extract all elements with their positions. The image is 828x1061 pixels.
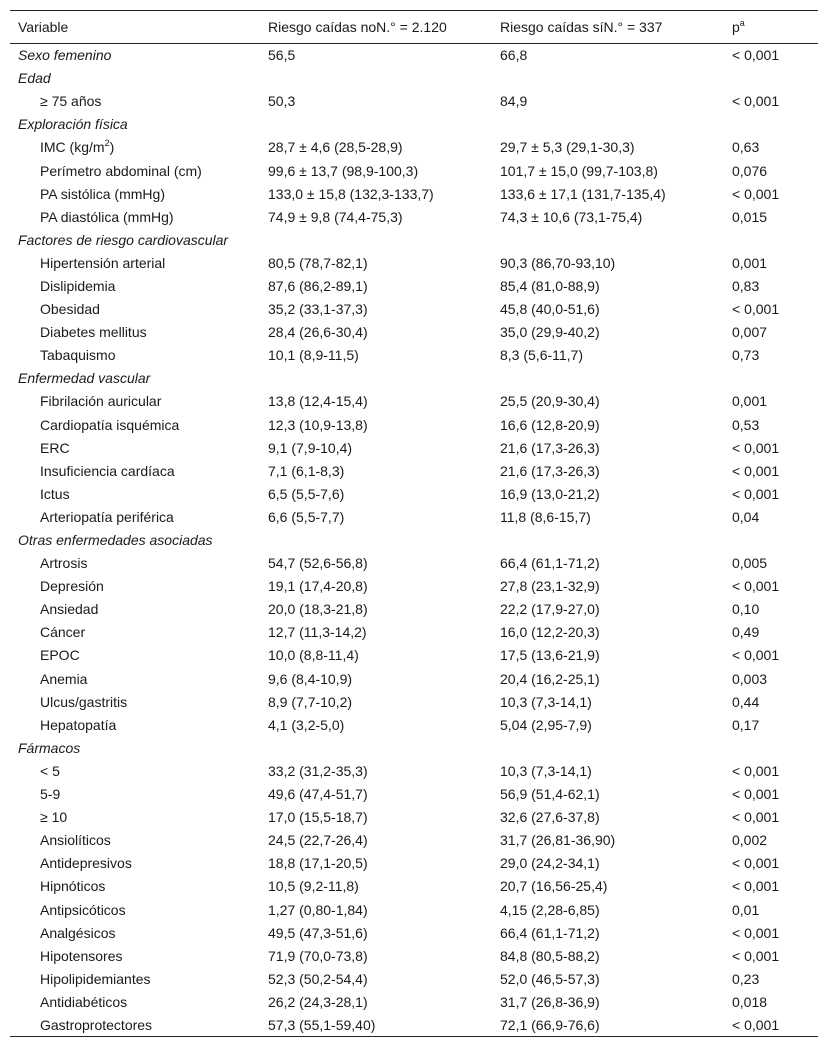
variable-label: 5-9 — [40, 786, 61, 803]
variable-label: Hipolipidemiantes — [40, 970, 151, 987]
no-falls-value-cell: 80,5 (78,7-82,1) — [268, 254, 368, 271]
p-value-cell: 0,002 — [732, 832, 768, 849]
p-value-cell: < 0,001 — [724, 1013, 818, 1036]
no-falls-value-cell — [260, 228, 492, 251]
p-value-cell: 0,53 — [732, 416, 760, 433]
variable-label: Hepatopatía — [40, 716, 117, 733]
yes-falls-value-cell: 25,5 (20,9-30,4) — [500, 393, 600, 410]
no-falls-value-cell: 19,1 (17,4-20,8) — [268, 578, 368, 595]
p-value-cell: < 0,001 — [732, 185, 780, 202]
variable-cell — [10, 44, 260, 67]
p-value-cell — [724, 367, 818, 390]
variable-cell — [10, 806, 260, 829]
no-falls-value-cell: 26,2 (24,3-28,1) — [268, 993, 368, 1010]
table-row — [10, 852, 818, 875]
no-falls-value-cell: 56,5 — [268, 47, 296, 64]
variable-label: Diabetes mellitus — [40, 324, 147, 341]
table-row — [10, 1013, 818, 1036]
no-falls-value-cell: 52,3 (50,2-54,4) — [268, 970, 368, 987]
table-row — [10, 944, 818, 967]
yes-falls-value-cell: 11,8 (8,6-15,7) — [500, 508, 591, 525]
variable-label: Factores de riesgo cardiovascular — [18, 231, 229, 248]
no-falls-value-cell: 54,7 (52,6-56,8) — [268, 555, 368, 572]
variable-cell — [10, 875, 260, 898]
variable-label: Anemia — [40, 670, 88, 687]
p-value-cell: < 0,001 — [732, 439, 780, 456]
no-falls-value-cell: 24,5 (22,7-26,4) — [268, 832, 368, 849]
table-row — [10, 251, 818, 274]
variable-cell — [10, 944, 260, 967]
variable-label: Sexo femenino — [18, 47, 112, 64]
variable-cell — [10, 667, 260, 690]
yes-falls-value-cell: 85,4 (81,0-88,9) — [500, 277, 600, 294]
yes-falls-value-cell: 17,5 (13,6-21,9) — [500, 647, 600, 664]
no-falls-value-cell: 13,8 (12,4-15,4) — [268, 393, 368, 410]
variable-label: Edad — [18, 70, 51, 87]
p-value-cell: 0,015 — [732, 208, 768, 225]
no-falls-value-cell — [260, 528, 492, 551]
section-row — [10, 228, 818, 251]
no-falls-value-cell: 28,4 (26,6-30,4) — [268, 324, 368, 341]
no-falls-value-cell: 17,0 (15,5-18,7) — [268, 809, 368, 826]
yes-falls-value-cell: 84,9 — [500, 93, 528, 110]
no-falls-value-cell: 8,9 (7,7-10,2) — [268, 693, 353, 710]
table-row — [10, 505, 818, 528]
table-row — [10, 390, 818, 413]
p-value-cell: 0,018 — [732, 993, 768, 1010]
p-value-cell: 0,49 — [732, 624, 760, 641]
variable-cell — [10, 90, 260, 113]
variable-label: IMC (kg/m — [40, 139, 105, 156]
variable-cell — [10, 783, 260, 806]
variable-label: Obesidad — [40, 301, 100, 318]
p-value-cell: 0,007 — [732, 324, 768, 341]
variable-label: Arteriopatía periférica — [40, 508, 174, 525]
header-yes-falls-risk: Riesgo caídas síN.° = 337 — [492, 11, 724, 44]
no-falls-value-cell: 6,5 (5,5-7,6) — [268, 485, 345, 502]
table-row — [10, 482, 818, 505]
header-p-base: p — [732, 19, 740, 35]
no-falls-value-cell: 28,7 ± 4,6 (28,5-28,9) — [268, 139, 403, 156]
p-value-cell: < 0,001 — [732, 809, 780, 826]
yes-falls-value-cell — [492, 228, 724, 251]
data-table — [10, 10, 818, 1037]
variable-cell — [10, 459, 260, 482]
yes-falls-value-cell: 56,9 (51,4-62,1) — [500, 786, 600, 803]
p-value-cell: 0,17 — [732, 716, 760, 733]
variable-cell — [10, 852, 260, 875]
p-value-cell — [724, 113, 818, 136]
section-row — [10, 113, 818, 136]
header-no-falls-risk: Riesgo caídas noN.° = 2.120 — [260, 11, 492, 44]
variable-cell — [10, 829, 260, 852]
table-row — [10, 298, 818, 321]
yes-falls-value-cell: 8,3 (5,6-11,7) — [500, 347, 584, 364]
table-body — [10, 44, 818, 1037]
p-value-cell: 0,01 — [732, 901, 760, 918]
no-falls-value-cell: 20,0 (18,3-21,8) — [268, 601, 368, 618]
variable-cell — [10, 159, 260, 182]
yes-falls-value-cell: 20,7 (16,56-25,4) — [500, 878, 608, 895]
table-row — [10, 990, 818, 1013]
p-value-cell: < 0,001 — [732, 924, 780, 941]
variable-cell — [10, 113, 260, 136]
variable-label: Insuficiencia cardíaca — [40, 462, 175, 479]
variable-label: Artrosis — [40, 555, 88, 572]
yes-falls-value-cell: 84,8 (80,5-88,2) — [500, 947, 600, 964]
p-value-cell: < 0,001 — [732, 786, 780, 803]
table-row — [10, 783, 818, 806]
p-value-cell: 0,005 — [732, 555, 768, 572]
table-row — [10, 413, 818, 436]
variable-cell — [10, 505, 260, 528]
variable-cell — [10, 1013, 260, 1036]
no-falls-value-cell: 18,8 (17,1-20,5) — [268, 855, 368, 872]
section-row — [10, 67, 818, 90]
variable-label: Hipnóticos — [40, 878, 106, 895]
table-row — [10, 875, 818, 898]
no-falls-value-cell: 35,2 (33,1-37,3) — [268, 301, 368, 318]
table-row — [10, 713, 818, 736]
table-row — [10, 182, 818, 205]
variable-label: Exploración física — [18, 116, 128, 133]
variable-cell — [10, 575, 260, 598]
section-row — [10, 44, 818, 67]
yes-falls-value-cell: 90,3 (86,70-93,10) — [500, 254, 616, 271]
variable-label: Ansiolíticos — [40, 832, 111, 849]
no-falls-value-cell: 12,7 (11,3-14,2) — [268, 624, 367, 641]
variable-cell — [10, 436, 260, 459]
variable-label: < 5 — [40, 762, 60, 779]
yes-falls-value-cell: 27,8 (23,1-32,9) — [500, 578, 600, 595]
table-row — [10, 459, 818, 482]
variable-cell — [10, 321, 260, 344]
table-row — [10, 575, 818, 598]
table-row — [10, 621, 818, 644]
variable-cell — [10, 990, 260, 1013]
no-falls-value-cell: 10,0 (8,8-11,4) — [268, 647, 359, 664]
no-falls-value-cell: 6,6 (5,5-7,7) — [268, 508, 345, 525]
yes-falls-value-cell: 32,6 (27,6-37,8) — [500, 809, 600, 826]
table-row — [10, 205, 818, 228]
variable-cell — [10, 344, 260, 367]
p-value-cell — [724, 528, 818, 551]
p-value-cell: < 0,001 — [732, 47, 780, 64]
p-value-cell: < 0,001 — [732, 947, 780, 964]
header-p-value — [724, 11, 818, 44]
table-row — [10, 344, 818, 367]
variable-cell — [10, 298, 260, 321]
no-falls-value-cell: 33,2 (31,2-35,3) — [268, 762, 368, 779]
yes-falls-value-cell: 4,15 (2,28-6,85) — [500, 901, 600, 918]
table-row — [10, 552, 818, 575]
yes-falls-value-cell: 66,8 — [500, 47, 528, 64]
yes-falls-value-cell: 31,7 (26,81-36,90) — [500, 832, 616, 849]
yes-falls-value-cell: 29,0 (24,2-34,1) — [500, 855, 600, 872]
table-row — [10, 898, 818, 921]
yes-falls-value-cell: 22,2 (17,9-27,0) — [500, 601, 600, 618]
variable-cell — [10, 967, 260, 990]
yes-falls-value-cell: 66,4 (61,1-71,2) — [500, 555, 600, 572]
variable-cell — [10, 482, 260, 505]
variable-cell — [10, 251, 260, 274]
variable-cell — [10, 921, 260, 944]
variable-label: Hipotensores — [40, 947, 123, 964]
p-value-cell: 0,83 — [732, 277, 760, 294]
no-falls-value-cell: 99,6 ± 13,7 (98,9-100,3) — [268, 162, 419, 179]
yes-falls-value-cell: 16,9 (13,0-21,2) — [500, 485, 600, 502]
variable-cell — [10, 528, 260, 551]
yes-falls-value-cell: 31,7 (26,8-36,9) — [500, 993, 600, 1010]
header-row — [10, 11, 818, 44]
yes-falls-value-cell: 72,1 (66,9-76,6) — [492, 1013, 724, 1036]
table-row — [10, 644, 818, 667]
variable-label-suffix: ) — [109, 139, 115, 156]
variable-label: Cardiopatía isquémica — [40, 416, 180, 433]
variable-cell — [10, 390, 260, 413]
variable-cell — [10, 759, 260, 782]
p-value-cell: < 0,001 — [732, 855, 780, 872]
p-value-cell: < 0,001 — [732, 485, 780, 502]
table-row — [10, 921, 818, 944]
table-row — [10, 829, 818, 852]
no-falls-value-cell: 87,6 (86,2-89,1) — [268, 277, 368, 294]
yes-falls-value-cell — [492, 67, 724, 90]
table-row — [10, 759, 818, 782]
header-p-footnote-mark: a — [739, 18, 745, 28]
p-value-cell: 0,04 — [732, 508, 760, 525]
section-row — [10, 367, 818, 390]
no-falls-value-cell — [260, 113, 492, 136]
table-row — [10, 690, 818, 713]
variable-label: Fibrilación auricular — [40, 393, 162, 410]
variable-cell — [10, 713, 260, 736]
yes-falls-value-cell: 16,0 (12,2-20,3) — [500, 624, 600, 641]
yes-falls-value-cell: 5,04 (2,95-7,9) — [500, 716, 592, 733]
p-value-cell: < 0,001 — [732, 762, 780, 779]
yes-falls-value-cell: 101,7 ± 15,0 (99,7-103,8) — [500, 162, 658, 179]
table-row — [10, 274, 818, 297]
variable-cell — [10, 552, 260, 575]
no-falls-value-cell: 9,6 (8,4-10,9) — [268, 670, 353, 687]
yes-falls-value-cell: 10,3 (7,3-14,1) — [500, 693, 592, 710]
p-value-cell: 0,10 — [732, 601, 760, 618]
variable-cell — [10, 205, 260, 228]
no-falls-value-cell: 71,9 (70,0-73,8) — [268, 947, 368, 964]
no-falls-value-cell: 1,27 (0,80-1,84) — [268, 901, 368, 918]
yes-falls-value-cell: 21,6 (17,3-26,3) — [500, 462, 600, 479]
variable-label: Gastroprotectores — [40, 1016, 153, 1033]
p-value-cell: 0,003 — [732, 670, 768, 687]
yes-falls-value-cell: 66,4 (61,1-71,2) — [500, 924, 600, 941]
yes-falls-value-cell: 35,0 (29,9-40,2) — [500, 324, 600, 341]
variable-cell — [10, 690, 260, 713]
p-value-cell: 0,73 — [732, 347, 760, 364]
p-value-cell: 0,23 — [732, 970, 760, 987]
no-falls-value-cell: 7,1 (6,1-8,3) — [268, 462, 345, 479]
variable-label: Cáncer — [40, 624, 86, 641]
p-value-cell: < 0,001 — [732, 878, 780, 895]
p-value-cell — [724, 67, 818, 90]
no-falls-value-cell: 4,1 (3,2-5,0) — [268, 716, 345, 733]
variable-cell — [10, 644, 260, 667]
variable-label: Hipertensión arterial — [40, 254, 166, 271]
section-row — [10, 736, 818, 759]
no-falls-value-cell: 12,3 (10,9-13,8) — [268, 416, 368, 433]
table-row — [10, 436, 818, 459]
variable-label: Ictus — [40, 485, 70, 502]
variable-label: Antidepresivos — [40, 855, 132, 872]
yes-falls-value-cell: 74,3 ± 10,6 (73,1-75,4) — [500, 208, 643, 225]
variable-label: Analgésicos — [40, 924, 116, 941]
p-value-cell: < 0,001 — [732, 301, 780, 318]
no-falls-value-cell: 50,3 — [268, 93, 296, 110]
no-falls-value-cell: 10,5 (9,2-11,8) — [268, 878, 359, 895]
yes-falls-value-cell — [492, 736, 724, 759]
table-row — [10, 90, 818, 113]
variable-label: Antipsicóticos — [40, 901, 126, 918]
variable-label: Ansiedad — [40, 601, 99, 618]
table-row — [10, 667, 818, 690]
variable-cell — [10, 898, 260, 921]
table-header — [10, 11, 818, 44]
table-row — [10, 598, 818, 621]
variable-label: Enfermedad vascular — [18, 370, 151, 387]
no-falls-value-cell: 49,5 (47,3-51,6) — [268, 924, 368, 941]
p-value-cell: < 0,001 — [732, 93, 780, 110]
p-value-cell: 0,076 — [732, 162, 768, 179]
variable-label: Ulcus/gastritis — [40, 693, 128, 710]
no-falls-value-cell: 57,3 (55,1-59,40) — [260, 1013, 492, 1036]
table-row — [10, 321, 818, 344]
p-value-cell: 0,44 — [732, 693, 760, 710]
table-container — [10, 10, 818, 1037]
variable-cell — [10, 413, 260, 436]
p-value-cell: < 0,001 — [732, 462, 780, 479]
p-value-cell: < 0,001 — [732, 578, 780, 595]
variable-cell — [10, 228, 260, 251]
variable-cell — [10, 367, 260, 390]
no-falls-value-cell: 9,1 (7,9-10,4) — [268, 439, 353, 456]
no-falls-value-cell: 133,0 ± 15,8 (132,3-133,7) — [268, 185, 434, 202]
variable-cell — [10, 274, 260, 297]
yes-falls-value-cell — [492, 367, 724, 390]
variable-cell — [10, 67, 260, 90]
table-row — [10, 967, 818, 990]
no-falls-value-cell: 49,6 (47,4-51,7) — [268, 786, 368, 803]
variable-label-superscript: 2 — [104, 138, 110, 149]
variable-label: Antidiabéticos — [40, 993, 128, 1010]
variable-cell — [10, 736, 260, 759]
variable-label: ERC — [40, 439, 70, 456]
yes-falls-value-cell: 45,8 (40,0-51,6) — [500, 301, 600, 318]
no-falls-value-cell: 74,9 ± 9,8 (74,4-75,3) — [268, 208, 403, 225]
p-value-cell: < 0,001 — [732, 647, 780, 664]
variable-label: Depresión — [40, 578, 104, 595]
variable-label: Tabaquismo — [40, 347, 116, 364]
yes-falls-value-cell — [492, 113, 724, 136]
no-falls-value-cell — [260, 367, 492, 390]
table-row — [10, 136, 818, 159]
yes-falls-value-cell: 29,7 ± 5,3 (29,1-30,3) — [500, 139, 635, 156]
no-falls-value-cell — [260, 67, 492, 90]
variable-label: EPOC — [40, 647, 80, 664]
p-value-cell: 0,001 — [732, 393, 768, 410]
variable-cell — [10, 621, 260, 644]
variable-label: Dislipidemia — [40, 277, 116, 294]
yes-falls-value-cell: 16,6 (12,8-20,9) — [500, 416, 600, 433]
no-falls-value-cell: 10,1 (8,9-11,5) — [268, 347, 359, 364]
table-row — [10, 806, 818, 829]
variable-cell — [10, 182, 260, 205]
variable-label: Otras enfermedades asociadas — [18, 532, 213, 549]
p-value-cell: 0,001 — [732, 254, 768, 271]
section-row — [10, 528, 818, 551]
variable-cell — [10, 136, 260, 159]
p-value-cell: 0,63 — [732, 139, 760, 156]
header-variable: Variable — [10, 11, 260, 44]
yes-falls-value-cell — [492, 528, 724, 551]
variable-label: ≥ 10 — [40, 809, 68, 826]
no-falls-value-cell — [260, 736, 492, 759]
yes-falls-value-cell: 52,0 (46,5-57,3) — [500, 970, 600, 987]
table-row — [10, 159, 818, 182]
variable-label: ≥ 75 años — [40, 93, 102, 110]
variable-label: Perímetro abdominal (cm) — [40, 162, 202, 179]
p-value-cell — [724, 228, 818, 251]
variable-label: Fármacos — [18, 739, 81, 756]
p-value-cell — [724, 736, 818, 759]
yes-falls-value-cell: 20,4 (16,2-25,1) — [500, 670, 600, 687]
yes-falls-value-cell: 21,6 (17,3-26,3) — [500, 439, 600, 456]
yes-falls-value-cell: 133,6 ± 17,1 (131,7-135,4) — [500, 185, 666, 202]
yes-falls-value-cell: 10,3 (7,3-14,1) — [500, 762, 592, 779]
variable-label: PA diastólica (mmHg) — [40, 208, 174, 225]
variable-label: PA sistólica (mmHg) — [40, 185, 165, 202]
variable-cell — [10, 598, 260, 621]
